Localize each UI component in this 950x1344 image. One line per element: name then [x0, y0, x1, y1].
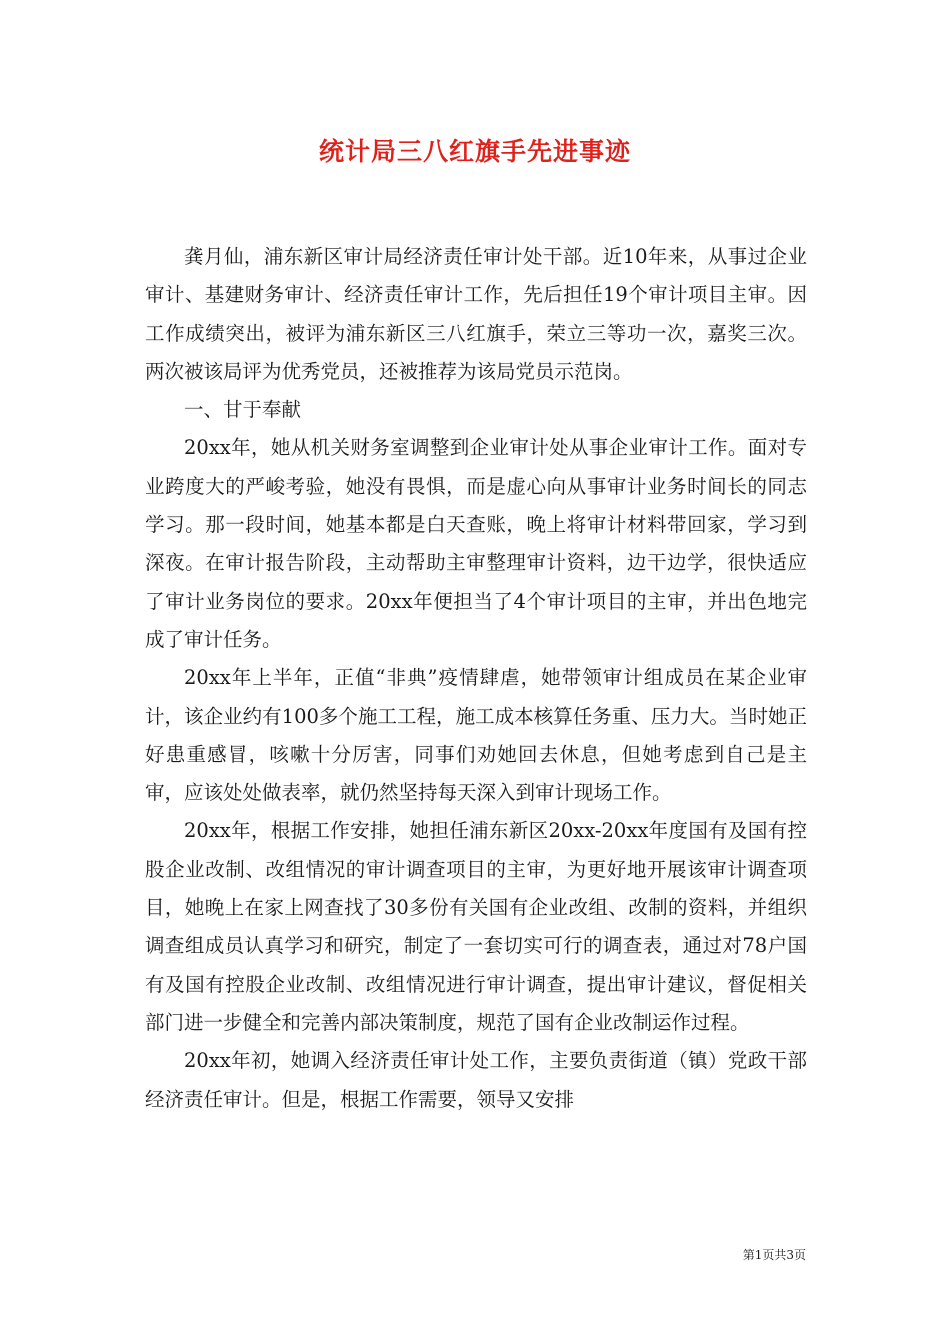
paragraph: 20xx年初，她调入经济责任审计处工作，主要负责街道（镇）党政干部经济责任审计。但是，根据工作需要，领导又安排: [145, 1049, 807, 1111]
section-heading: 一、甘于奉献: [184, 398, 302, 422]
paragraph: 20xx年，根据工作安排，她担任浦东新区20xx-20xx年度国有及国有控股企业改制、改组情况的审计调查项目的主审，为更好地开展该审计调查项目，她晚上在家上网查找了30多份有关国有企业改组、改制的资料，并组织调查组成员认真学习和研究，制定了一套切实可行的调查表，通过对78户国有及国有控股企业改制、改组情况进行审计调查，提出审计建议，督促相关部门进一步健全和完善内部决策制度，规范了国有企业改制运作过程。: [145, 819, 807, 1034]
paragraph: 20xx年，她从机关财务室调整到企业审计处从事企业审计工作。面对专业跨度大的严峻考验，她没有畏惧，而是虚心向从事审计业务时间长的同志学习。那一段时间，她基本都是白天查账，晚上将审计材料带回家，学习到深夜。在审计报告阶段，主动帮助主审整理审计资料，边干边学，很快适应了审计业务岗位的要求。20xx年便担当了4个审计项目的主审，并出色地完成了审计任务。: [145, 436, 807, 651]
paragraph: 20xx年上半年，正值“非典”疫情肆虐，她带领审计组成员在某企业审计，该企业约有100多个施工工程，施工成本核算任务重、压力大。当时她正好患重感冒，咳嗽十分厉害，同事们劝她回去休息，但她考虑到自己是主审，应该处处做表率，就仍然坚持每天深入到审计现场工作。: [145, 666, 807, 805]
page-number-footer: 第1页共3页: [742, 1248, 806, 1262]
document-title: 统计局三八红旗手先进事迹: [318, 137, 631, 166]
paragraph-intro: 龚月仙，浦东新区审计局经济责任审计处干部。近10年来，从事过企业审计、基建财务审计、经济责任审计工作，先后担任19个审计项目主审。因工作成绩突出，被评为浦东新区三八红旗手，荣立三等功一次，嘉奖三次。两次被该局评为优秀党员，还被推荐为该局党员示范岗。: [145, 245, 807, 383]
document-body: [145, 238, 807, 1119]
